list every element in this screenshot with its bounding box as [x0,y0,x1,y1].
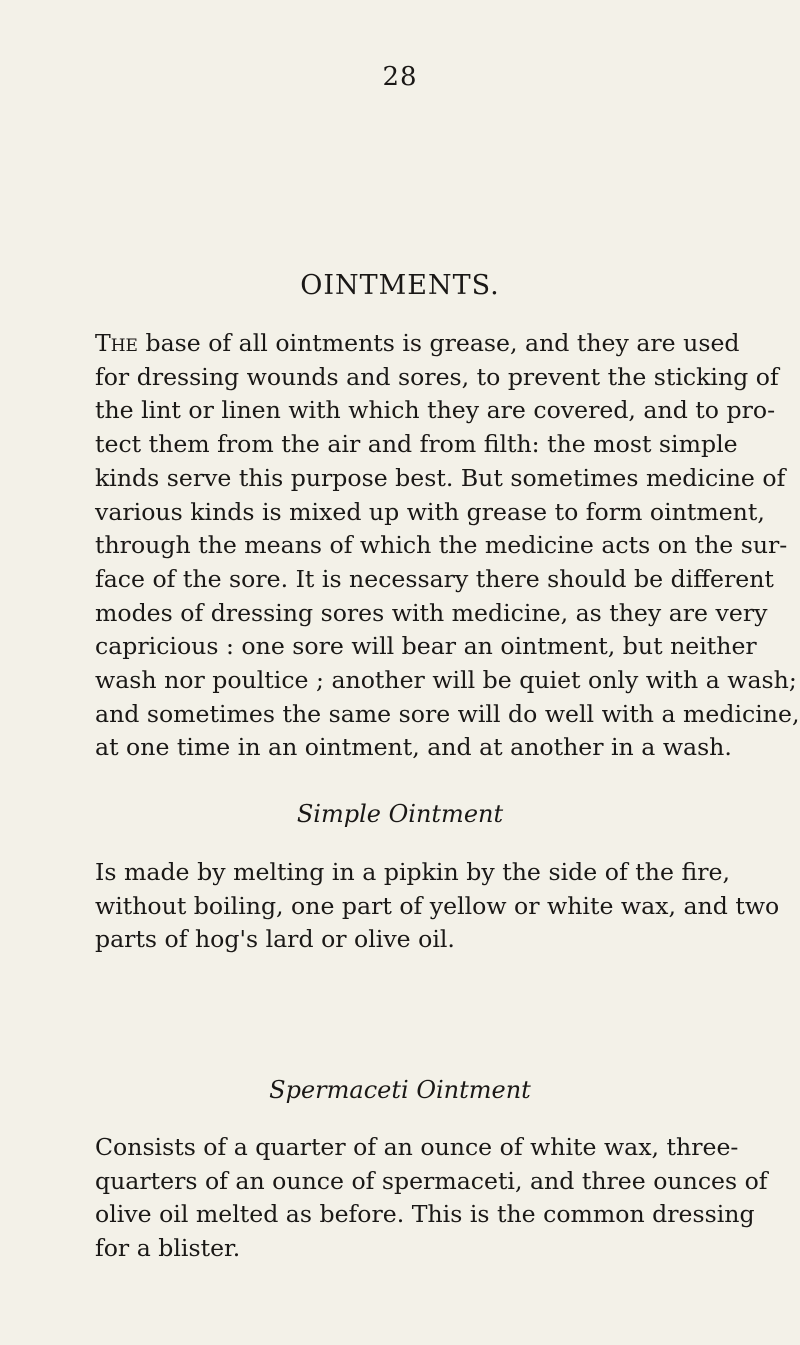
intro-paragraph [95,327,800,765]
paragraph-line [95,327,740,361]
paragraph-line: the lint or linen with which they are covered, and to pro- [95,396,776,425]
paragraph-line: at one time in an ointment, and at another in a wash. [95,733,732,762]
paragraph-line: olive oil melted as before. This is the common dressing [95,1200,755,1229]
section-paragraph [95,1131,768,1266]
paragraph-line: face of the sore. It is necessary there should be different [95,564,774,593]
page-number: 28 [382,62,418,92]
section-paragraph [95,856,780,957]
line-text: base of all ointments is grease, and they are used [145,329,740,357]
paragraph-line: for dressing wounds and sores, to prevent the sticking of [95,362,779,391]
paragraph-line: Is made by melting in a pipkin by the side of the fire, [95,858,730,886]
paragraph-line: wash nor poultice ; another will be quiet only with a wash; [95,666,797,695]
paragraph-line: through the means of which the medicine acts on the sur- [95,531,788,560]
paragraph-line: tect them from the air and from filth: the most simple [95,430,738,459]
paragraph-line: and sometimes the same sore will do well with a medicine, [95,699,800,728]
paragraph-line: without boiling, one part of yellow or white wax, and two [95,891,780,920]
paragraph-line: various kinds is mixed up with grease to form ointment, [95,497,765,526]
paragraph-line: quarters of an ounce of spermaceti, and three ounces of [95,1166,768,1195]
section-heading: Spermaceti Ointment [269,1076,531,1104]
paragraph-line: kinds serve this purpose best. But sometimes medicine of [95,463,786,492]
section-heading: Simple Ointment [296,800,504,828]
paragraph-line: capricious : one sore will bear an ointment, but neither [95,632,757,661]
paragraph-line: Consists of a quarter of an ounce of white wax, three- [95,1133,739,1161]
paragraph-line: for a blister. [95,1234,241,1263]
lead-word: The [95,329,138,357]
paragraph-line: parts of hog's lard or olive oil. [95,925,455,954]
chapter-title: OINTMENTS. [300,270,500,301]
paragraph-line: modes of dressing sores with medicine, as they are very [95,598,768,627]
